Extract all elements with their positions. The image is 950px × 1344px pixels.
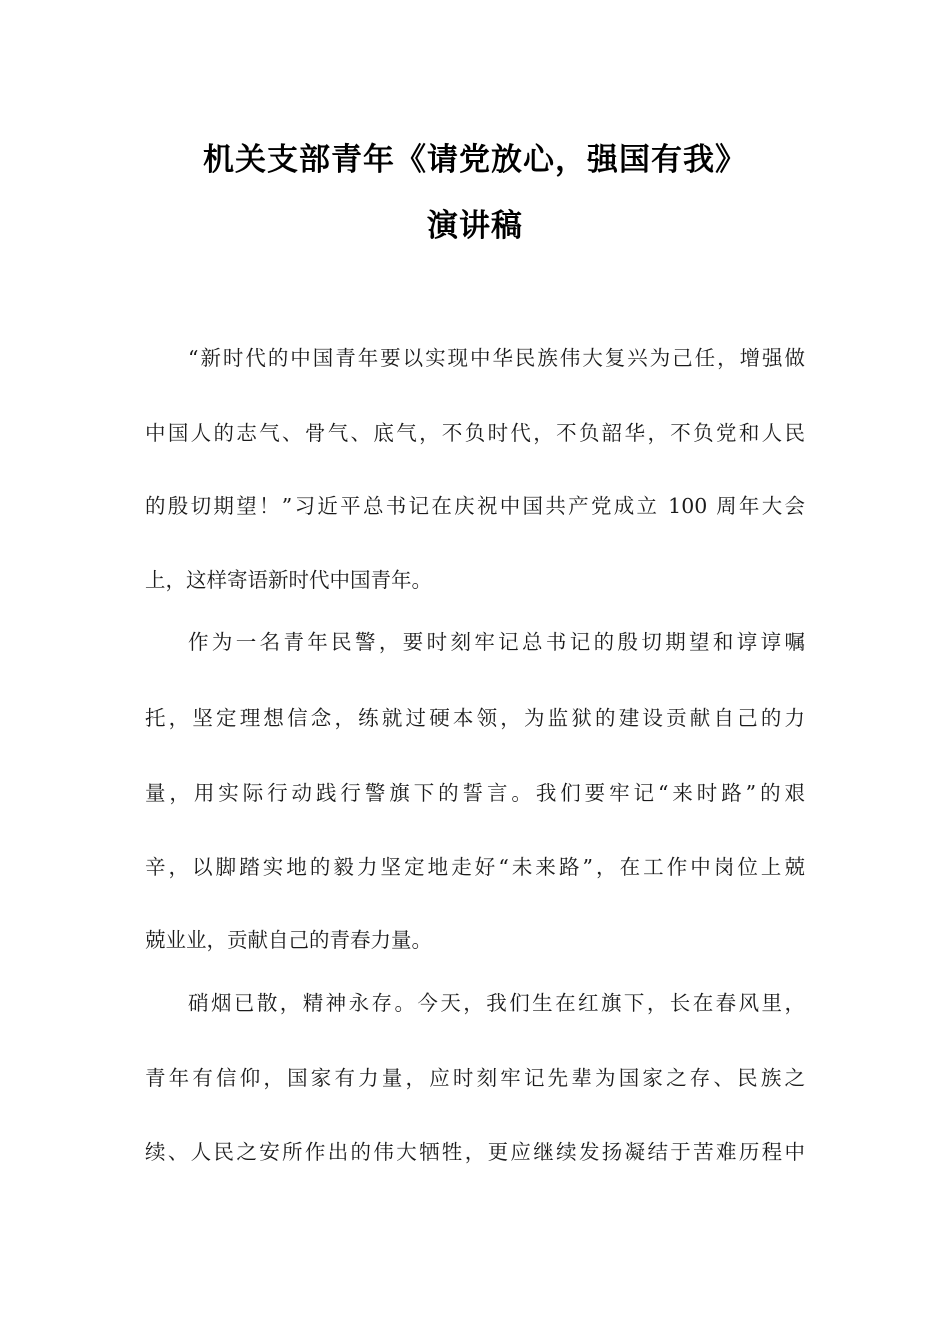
- paragraph-2-line-1: 作为一名青年民警，要时刻牢记总书记的殷切期望和谆谆嘱: [188, 630, 805, 654]
- paragraph-2-line-5: 兢业业，贡献自己的青春力量。: [145, 928, 432, 952]
- paragraph-2-line-3: 量，用实际行动践行警旗下的誓言。我们要牢记“来时路”的艰: [145, 781, 805, 805]
- paragraph-1-line-1: “新时代的中国青年要以实现中华民族伟大复兴为己任，增强做: [188, 346, 805, 370]
- paragraph-2-line-2: 托，坚定理想信念，练就过硬本领，为监狱的建设贡献自己的力: [145, 706, 805, 730]
- paragraph-2-line-4: 辛，以脚踏实地的毅力坚定地走好“未来路”，在工作中岗位上兢: [145, 855, 805, 879]
- paragraph-1-line-3: 的殷切期望！”习近平总书记在庆祝中国共产党成立 100 周年大会: [145, 494, 805, 518]
- paragraph-1-line-2: 中国人的志气、骨气、底气，不负时代，不负韶华，不负党和人民: [145, 421, 805, 445]
- paragraph-3-line-2: 青年有信仰，国家有力量，应时刻牢记先辈为国家之存、民族之: [145, 1066, 805, 1090]
- paragraph-3-line-1: 硝烟已散，精神永存。今天，我们生在红旗下，长在春风里，: [188, 991, 805, 1015]
- document-title: 机关支部青年《请党放心，强国有我》: [203, 142, 747, 178]
- paragraph-3-line-3: 续、人民之安所作出的伟大牺牲，更应继续发扬凝结于苦难历程中: [145, 1140, 805, 1164]
- paragraph-1-line-4: 上，这样寄语新时代中国青年。: [145, 568, 432, 592]
- document-title-subtitle: 演讲稿: [427, 208, 523, 244]
